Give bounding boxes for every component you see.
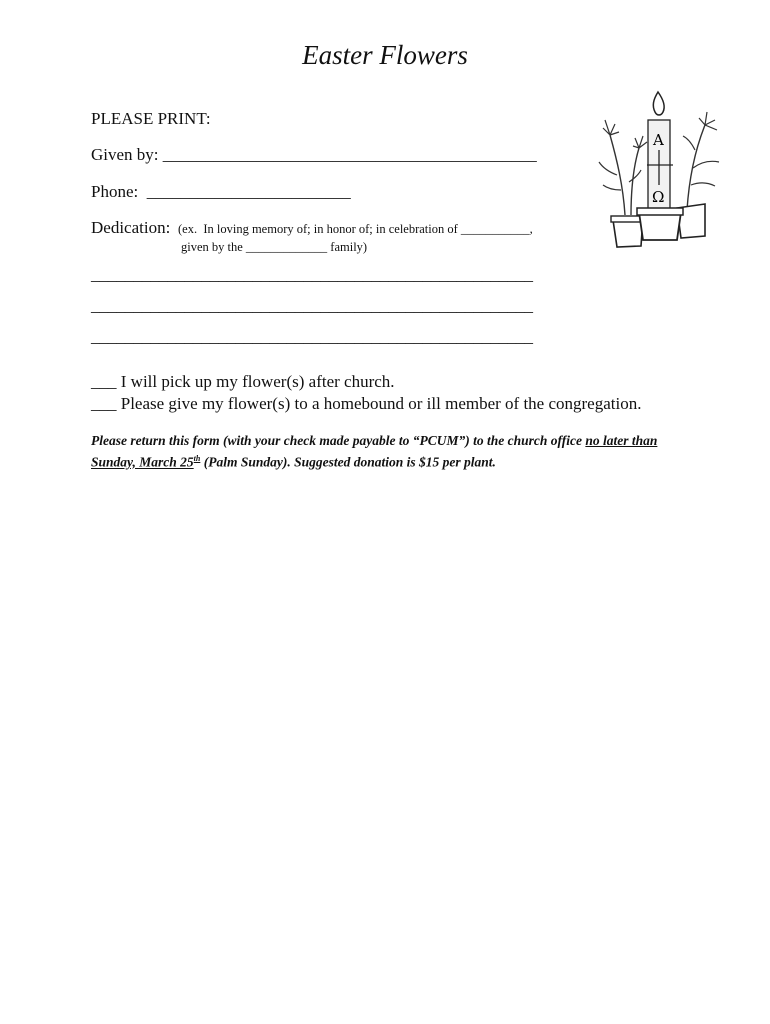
dedication-example-line-2: given by the _____________ family): [181, 240, 368, 254]
given-by-field[interactable]: Given by: ____________________________________________: [91, 145, 537, 164]
note-superscript: th: [193, 454, 201, 463]
dedication-blank-line-3[interactable]: ____________________________________________________: [91, 327, 533, 346]
dedication-label: Dedication:: [91, 218, 171, 237]
page-title: Easter Flowers: [302, 40, 468, 70]
note-text: Please return this form (with your check made payable to “PCUM”) to the church office: [91, 433, 586, 448]
option-give-homebound[interactable]: ___ Please give my flower(s) to a homebound or ill member of the congregation.: [91, 394, 642, 413]
option-pickup[interactable]: ___ I will pick up my flower(s) after church.: [91, 372, 395, 391]
dedication-blank-line-1[interactable]: ____________________________________________________: [91, 265, 533, 284]
dedication-example-line-1: (ex. In loving memory of; in honor of; in celebration of ___________,: [178, 222, 533, 236]
return-instructions: [91, 432, 681, 472]
note-deadline: no later than Sunday, March 25: [91, 433, 658, 470]
phone-field[interactable]: Phone: ________________________: [91, 182, 351, 201]
dedication-blank-line-2[interactable]: ____________________________________________________: [91, 296, 533, 315]
alpha-symbol: A: [653, 131, 664, 149]
easter-candle-lilies-illustration: [595, 90, 725, 250]
please-print-heading: PLEASE PRINT:: [91, 109, 211, 128]
omega-symbol: Ω: [652, 188, 665, 206]
note-text-end: (Palm Sunday). Suggested donation is $15 per plant.: [200, 454, 496, 470]
